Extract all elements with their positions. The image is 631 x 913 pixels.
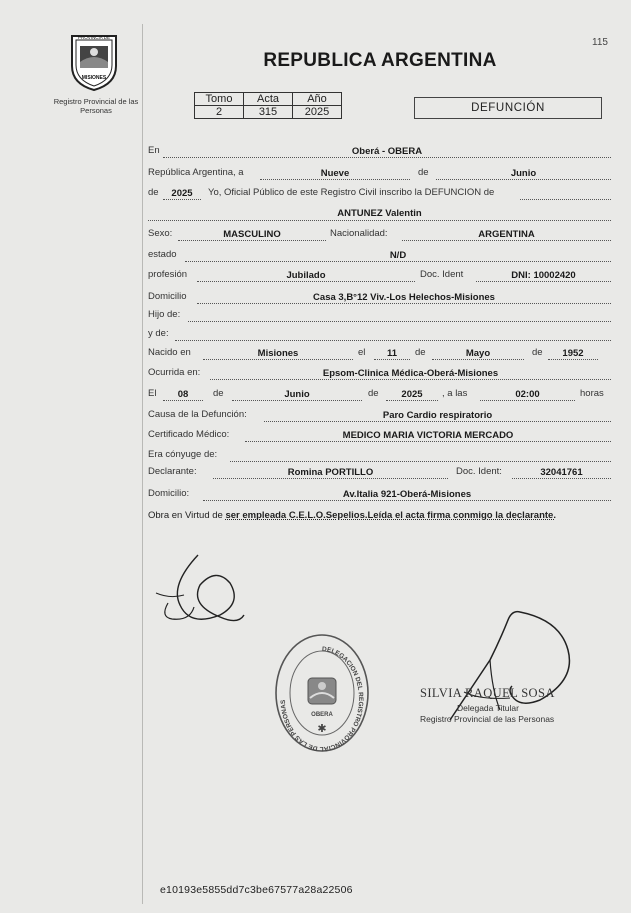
doc2-label: Doc. Ident: bbox=[456, 466, 502, 477]
intro-text: Yo, Oficial Público de este Registro Civil inscribo la DEFUNCION de bbox=[208, 187, 495, 198]
month-value: Junio bbox=[510, 168, 537, 179]
dotted-line bbox=[163, 157, 611, 158]
dotted-line bbox=[210, 379, 611, 380]
sexo-label: Sexo: bbox=[148, 228, 173, 239]
provincial-crest-icon bbox=[66, 30, 122, 92]
full-name-value: ANTUNEZ Valentin bbox=[337, 208, 422, 219]
dotted-line bbox=[197, 303, 611, 304]
dotted-line bbox=[245, 441, 611, 442]
dotted-line bbox=[402, 240, 611, 241]
dotted-line bbox=[374, 359, 410, 360]
document-hash: e10193e5855dd7c3be67577a28a22506 bbox=[160, 884, 353, 896]
seal-star: ✱ bbox=[317, 723, 327, 735]
conyuge-label: Era cónyuge de: bbox=[148, 449, 218, 460]
en-label: En bbox=[148, 145, 160, 156]
domicilio-label: Domicilio bbox=[148, 291, 187, 302]
de-label: de bbox=[532, 347, 543, 358]
el-label: el bbox=[358, 347, 366, 358]
birth-month-value: Mayo bbox=[465, 348, 491, 359]
record-header-acta: Acta bbox=[244, 93, 293, 106]
ocurrida-label: Ocurrida en: bbox=[148, 367, 201, 378]
declarante-label: Declarante: bbox=[148, 466, 197, 477]
obra-prefix: Obra en Virtud de bbox=[148, 510, 223, 521]
causa-label: Causa de la Defunción: bbox=[148, 409, 247, 420]
dotted-line bbox=[175, 340, 611, 341]
death-month-value: Junio bbox=[284, 389, 310, 400]
declarant-signature bbox=[150, 545, 270, 640]
cert-value: MEDICO MARIA VICTORIA MERCADO bbox=[342, 430, 514, 441]
de-label: de bbox=[213, 388, 224, 399]
birth-day-value: 11 bbox=[386, 348, 398, 359]
doc-value: DNI: 10002420 bbox=[511, 270, 576, 281]
cert-label: Certificado Médico: bbox=[148, 429, 230, 440]
seal-center-text: OBERA bbox=[311, 712, 333, 718]
record-header-anio: Año bbox=[293, 93, 342, 106]
el2-label: El bbox=[148, 388, 157, 399]
logo-text-top: PROVINCIA DE bbox=[77, 35, 111, 40]
republic-label: República Argentina, a bbox=[148, 167, 244, 178]
dotted-line bbox=[512, 478, 611, 479]
birth-year-value: 1952 bbox=[562, 348, 584, 359]
dotted-line bbox=[232, 400, 362, 401]
nacido-value: Misiones bbox=[257, 348, 299, 359]
dotted-line bbox=[264, 421, 611, 422]
dotted-line bbox=[197, 281, 415, 282]
alas-label: , a las bbox=[442, 388, 468, 399]
page-number: 115 bbox=[592, 37, 608, 48]
official-role: Delegada Titular bbox=[457, 703, 519, 713]
record-table-value-row bbox=[195, 106, 342, 119]
record-header-tomo: Tomo bbox=[195, 93, 244, 106]
nacionalidad-label: Nacionalidad: bbox=[330, 228, 388, 239]
domicilio2-value: Av.Italia 921-Oberá-Misiones bbox=[342, 489, 472, 500]
dotted-line bbox=[163, 400, 203, 401]
record-table-header-row bbox=[195, 93, 342, 106]
dotted-line bbox=[185, 261, 611, 262]
doc-label: Doc. Ident bbox=[420, 269, 464, 280]
official-name: SILVIA RAQUEL SOSA bbox=[420, 686, 555, 700]
dotted-line bbox=[188, 321, 611, 322]
seal-ring-text: DELEGACION DEL REGISTRO PROVINCIAL DE LAS PERSONAS bbox=[279, 645, 364, 753]
profesion-value: Jubilado bbox=[286, 270, 326, 281]
dotted-line bbox=[436, 179, 611, 180]
official-seal-icon bbox=[272, 632, 372, 754]
doc2-value: 32041761 bbox=[540, 467, 583, 478]
official-office: Registro Provincial de las Personas bbox=[420, 714, 555, 724]
nacionalidad-value: ARGENTINA bbox=[478, 229, 535, 240]
domicilio-value: Casa 3,B°12 Viv.-Los Helechos-Misiones bbox=[313, 292, 495, 303]
dotted-line bbox=[148, 220, 611, 221]
day-word-value: Nueve bbox=[320, 168, 350, 179]
logo-text-bottom: MISIONES bbox=[81, 75, 107, 81]
estado-value: N/D bbox=[389, 250, 407, 261]
dotted-line bbox=[386, 400, 438, 401]
declarante-value: Romina PORTILLO bbox=[287, 467, 374, 478]
record-type: DEFUNCIÓN bbox=[471, 102, 545, 114]
record-value-acta: 315 bbox=[244, 106, 293, 119]
death-year-value: 2025 bbox=[401, 389, 423, 400]
yde-label: y de: bbox=[148, 328, 169, 339]
place-value: Oberá - OBERA bbox=[351, 146, 423, 157]
de-label: de bbox=[368, 388, 379, 399]
record-table bbox=[194, 92, 342, 119]
causa-value: Paro Cardio respiratorio bbox=[382, 410, 493, 421]
obra-text: ser empleada C.E.L.O.Sepelios.Leída el acta firma conmigo la declarante. bbox=[225, 510, 556, 521]
dotted-line bbox=[203, 359, 353, 360]
record-type-box bbox=[414, 97, 602, 119]
dotted-line bbox=[476, 281, 611, 282]
domicilio2-label: Domicilio: bbox=[148, 488, 190, 499]
dotted-line bbox=[432, 359, 524, 360]
death-day-value: 08 bbox=[177, 389, 189, 400]
record-value-anio: 2025 bbox=[293, 106, 342, 119]
estado-label: estado bbox=[148, 249, 177, 260]
hijo-label: Hijo de: bbox=[148, 309, 181, 320]
profesion-label: profesión bbox=[148, 269, 188, 280]
record-value-tomo: 2 bbox=[195, 106, 244, 119]
dotted-line bbox=[203, 500, 611, 501]
de-label: de bbox=[415, 347, 426, 358]
dotted-line bbox=[163, 199, 201, 200]
de-label: de bbox=[418, 167, 429, 178]
dotted-line bbox=[548, 359, 598, 360]
dotted-line bbox=[230, 461, 611, 462]
dotted-line bbox=[520, 199, 611, 200]
registry-label: Registro Provincial de las Personas bbox=[53, 97, 139, 115]
dotted-line bbox=[178, 240, 326, 241]
nacido-label: Nacido en bbox=[148, 347, 191, 358]
horas-label: horas bbox=[580, 388, 604, 399]
death-time-value: 02:00 bbox=[515, 389, 540, 400]
obra-paragraph bbox=[148, 508, 616, 523]
dotted-line bbox=[260, 179, 410, 180]
margin-line bbox=[142, 24, 143, 904]
document-title: REPUBLICA ARGENTINA bbox=[263, 50, 497, 71]
ocurrida-value: Epsom-Clinica Médica-Oberá-Misiones bbox=[322, 368, 499, 379]
dotted-line bbox=[480, 400, 575, 401]
dotted-line bbox=[213, 478, 448, 479]
sexo-value: MASCULINO bbox=[223, 229, 281, 240]
year-value: 2025 bbox=[171, 188, 193, 199]
de-label: de bbox=[148, 187, 159, 198]
